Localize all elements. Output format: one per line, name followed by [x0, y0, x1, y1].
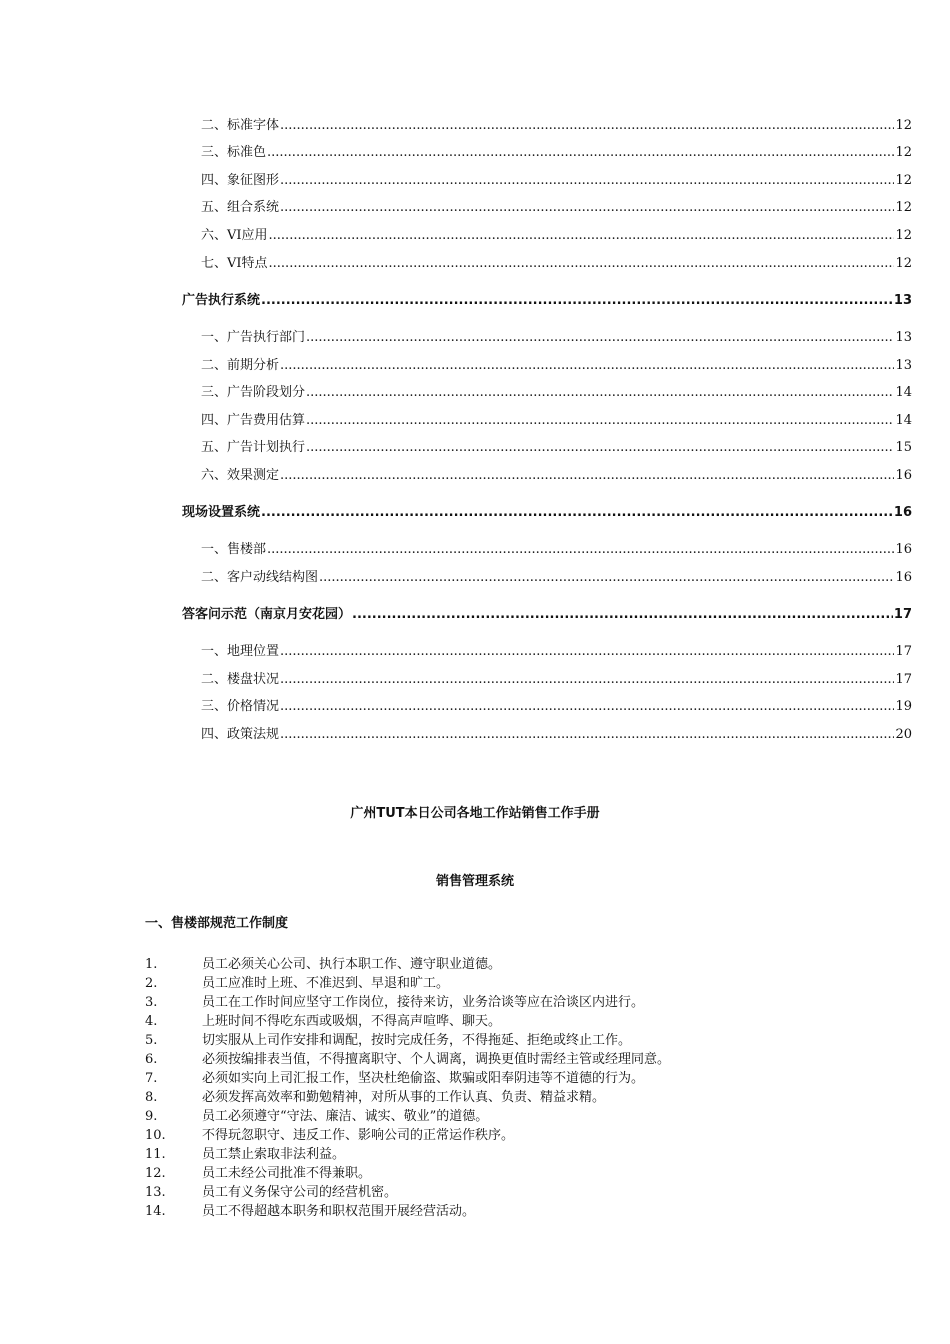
toc-page-number: 12: [895, 145, 912, 160]
list-item-number: 7.: [145, 1071, 158, 1086]
toc-entry[interactable]: [201, 383, 912, 403]
toc-leader-dots: [269, 226, 895, 246]
toc-page-number: 14: [895, 385, 912, 400]
toc-page-number: 13: [895, 330, 912, 345]
list-item-text: 必须按编排表当值，不得擅离职守、个人调离，调换更值时需经主管或经理同意。: [202, 1052, 671, 1067]
system-title: 销售管理系统: [435, 874, 514, 889]
toc-entry-label: 答客问示范（南京月安花园）: [182, 607, 352, 622]
toc-leader-dots: [306, 411, 894, 431]
toc-entry-label: 五、组合系统: [201, 200, 280, 215]
toc-entry[interactable]: [201, 226, 912, 246]
list-item: [145, 1031, 845, 1050]
list-item-text: 员工必须关心公司、执行本职工作、遵守职业道德。: [202, 957, 502, 972]
toc-entry[interactable]: [201, 356, 912, 376]
list-item-text: 员工不得超越本职务和职权范围开展经营活动。: [202, 1204, 476, 1219]
toc-leader-dots: [280, 642, 894, 662]
toc-entry[interactable]: [201, 438, 912, 458]
list-item-text: 员工在工作时间应坚守工作岗位，接待来访，业务洽谈等应在洽谈区内进行。: [202, 995, 645, 1010]
toc-page-number: 16: [893, 505, 912, 520]
list-item: [145, 955, 845, 974]
toc-page-number: 20: [895, 727, 912, 742]
toc-leader-dots: [319, 568, 894, 588]
toc-leader-dots: [269, 254, 895, 274]
list-item-number: 1.: [145, 957, 158, 972]
toc-entry[interactable]: [201, 642, 912, 662]
toc-leader-dots: [280, 697, 894, 717]
toc-leader-dots: [280, 725, 894, 745]
toc-page-number: 16: [895, 570, 912, 585]
toc-leader-dots: [280, 356, 894, 376]
toc-leader-dots: [280, 198, 894, 218]
toc-entry[interactable]: [201, 568, 912, 588]
toc-entry-label: 三、标准色: [201, 145, 267, 160]
list-item-text: 员工有义务保守公司的经营机密。: [202, 1185, 398, 1200]
toc-entry[interactable]: [201, 725, 912, 745]
list-item-text: 上班时间不得吃东西或吸烟，不得高声喧哗、聊天。: [202, 1014, 502, 1029]
toc-leader-dots: [306, 438, 894, 458]
toc-leader-dots: [280, 171, 894, 191]
toc-leader-dots: [261, 503, 893, 523]
toc-entry[interactable]: [201, 198, 912, 218]
toc-entry[interactable]: [201, 143, 912, 163]
toc-entry-label: 三、广告阶段划分: [201, 385, 306, 400]
toc-entry[interactable]: [201, 540, 912, 560]
list-item-text: 员工未经公司批准不得兼职。: [202, 1166, 372, 1181]
list-item: [145, 1107, 845, 1126]
toc-entry-label: 四、广告费用估算: [201, 413, 306, 428]
list-item-number: 9.: [145, 1109, 158, 1124]
toc-entry-label: 现场设置系统: [182, 505, 261, 520]
toc-page-number: 13: [895, 358, 912, 373]
toc-page-number: 13: [893, 293, 912, 308]
toc-leader-dots: [267, 143, 894, 163]
list-item: [145, 1012, 845, 1031]
toc-entry-label: 六、效果测定: [201, 468, 280, 483]
toc-entry[interactable]: [201, 254, 912, 274]
toc-page-number: 19: [895, 699, 912, 714]
list-item-number: 6.: [145, 1052, 158, 1067]
toc-entry[interactable]: [201, 328, 912, 348]
toc-leader-dots: [261, 291, 893, 311]
toc-page-number: 14: [895, 413, 912, 428]
toc-page-number: 17: [895, 672, 912, 687]
toc-leader-dots: [352, 605, 893, 625]
list-item-text: 员工必须遵守“守法、廉洁、诚实、敬业”的道德。: [202, 1109, 489, 1124]
toc-section-entry[interactable]: [182, 291, 912, 311]
toc-page-number: 12: [895, 200, 912, 215]
list-item-number: 4.: [145, 1014, 158, 1029]
list-item: [145, 1164, 845, 1183]
list-item-text: 不得玩忽职守、违反工作、影响公司的正常运作秩序。: [202, 1128, 515, 1143]
toc-page-number: 12: [895, 256, 912, 271]
toc-entry-label: 一、售楼部: [201, 542, 267, 557]
toc-entry[interactable]: [201, 116, 912, 136]
toc-page-number: 16: [895, 542, 912, 557]
list-item-text: 切实服从上司作安排和调配，按时完成任务，不得拖延、拒绝或终止工作。: [202, 1033, 632, 1048]
toc-leader-dots: [267, 540, 894, 560]
list-item: [145, 1088, 845, 1107]
list-item-number: 11.: [145, 1147, 166, 1162]
toc-entry-label: 四、象征图形: [201, 173, 280, 188]
list-item: [145, 1145, 845, 1164]
list-item: [145, 1183, 845, 1202]
toc-section-entry[interactable]: [182, 605, 912, 625]
list-item-text: 员工禁止索取非法利益。: [202, 1147, 346, 1162]
toc-page-number: 15: [895, 440, 912, 455]
list-item: [145, 1050, 845, 1069]
toc-entry-label: 四、政策法规: [201, 727, 280, 742]
toc-entry[interactable]: [201, 670, 912, 690]
toc-entry-label: 二、前期分析: [201, 358, 280, 373]
toc-entry-label: 二、标准字体: [201, 118, 280, 133]
list-item: [145, 974, 845, 993]
toc-leader-dots: [280, 116, 894, 136]
list-item-number: 3.: [145, 995, 158, 1010]
toc-leader-dots: [306, 383, 894, 403]
toc-entry-label: 三、价格情况: [201, 699, 280, 714]
toc-leader-dots: [280, 466, 894, 486]
toc-page-number: 17: [893, 607, 912, 622]
toc-entry-label: 二、客户动线结构图: [201, 570, 319, 585]
toc-entry[interactable]: [201, 171, 912, 191]
toc-section-entry[interactable]: [182, 503, 912, 523]
list-item-number: 14.: [145, 1204, 166, 1219]
toc-entry-label: 一、地理位置: [201, 644, 280, 659]
manual-title: 广州TUT本日公司各地工作站销售工作手册: [350, 806, 600, 821]
list-item: [145, 993, 845, 1012]
list-item-number: 10.: [145, 1128, 166, 1143]
list-item: [145, 1069, 845, 1088]
toc-entry-label: 二、楼盘状况: [201, 672, 280, 687]
toc-entry[interactable]: [201, 697, 912, 717]
list-item-number: 12.: [145, 1166, 166, 1181]
toc-entry-label: 六、VI应用: [201, 228, 268, 243]
toc-leader-dots: [280, 670, 894, 690]
list-item-text: 员工应准时上班、不准迟到、早退和旷工。: [202, 976, 450, 991]
toc-page-number: 12: [895, 118, 912, 133]
toc-entry-label: 一、广告执行部门: [201, 330, 306, 345]
toc-entry[interactable]: [201, 411, 912, 431]
toc-page-number: 16: [895, 468, 912, 483]
toc-entry-label: 五、广告计划执行: [201, 440, 306, 455]
toc-leader-dots: [306, 328, 894, 348]
list-item: [145, 1126, 845, 1145]
section-heading: 一、售楼部规范工作制度: [145, 916, 289, 931]
list-item-number: 8.: [145, 1090, 158, 1105]
list-item-number: 13.: [145, 1185, 166, 1200]
list-item: [145, 1202, 845, 1221]
list-item-number: 2.: [145, 976, 158, 991]
toc-entry[interactable]: [201, 466, 912, 486]
toc-entry-label: 广告执行系统: [182, 293, 261, 308]
list-item-text: 必须如实向上司汇报工作，坚决杜绝偷盗、欺骗或阳奉阴违等不道德的行为。: [202, 1071, 645, 1086]
list-item-text: 必须发挥高效率和勤勉精神，对所从事的工作认真、负责、精益求精。: [202, 1090, 606, 1105]
toc-page-number: 12: [895, 173, 912, 188]
toc-entry-label: 七、VI特点: [201, 256, 268, 271]
toc-page-number: 12: [895, 228, 912, 243]
toc-page-number: 17: [895, 644, 912, 659]
list-item-number: 5.: [145, 1033, 158, 1048]
